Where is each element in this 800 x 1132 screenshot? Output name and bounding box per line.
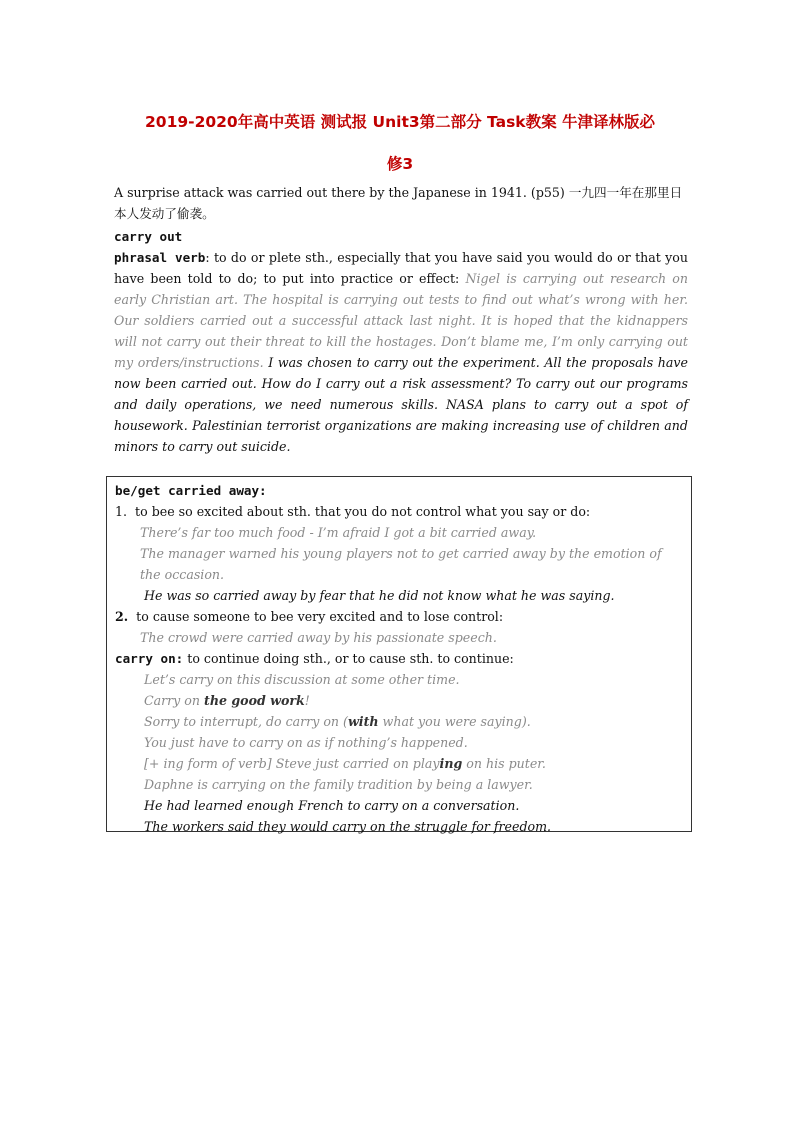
- carry-on-example-5-bold: ing: [439, 756, 463, 771]
- carry-on-example-7: He had learned enough French to carry on a conversation.: [144, 798, 520, 813]
- carry-on-example-6: Daphne is carrying on the family tradition by being a lawyer.: [144, 777, 533, 792]
- carry-on-example-2-pre: Carry on: [144, 693, 204, 708]
- sense2-example-1: The crowd were carried away by his passionate speech.: [140, 630, 497, 645]
- sense2-definition: to cause someone to bee very excited and to lose control:: [136, 609, 504, 624]
- intro-sentence: A surprise attack was carried out there by the Japanese in 1941. (p55) 一九四一年在那里日本人发动了偷袭。: [114, 185, 683, 221]
- carry-on-example-2: [115, 690, 685, 711]
- sense1-example-2: The manager warned his young players not to get carried away by the emotion of the occasion.: [140, 546, 662, 582]
- carry-on-example-2-post: !: [304, 693, 310, 708]
- carry-on-example-3-pre: Sorry to interrupt, do carry on (: [144, 714, 348, 729]
- carry-out-definition: : to do or plete sth., especially that you have said you would do or that you have been told to do; to put into practice or effect:: [114, 250, 688, 286]
- phrase-box: [106, 476, 692, 832]
- carry-on-example-5: [115, 753, 685, 774]
- carry-on-example-8: The workers said they would carry on the struggle for freedom.: [144, 819, 552, 834]
- sense2-number: 2.: [115, 609, 129, 624]
- document-title-line2: 修3: [386, 155, 414, 173]
- sense1-example-3: He was so carried away by fear that he did not know what he was saying.: [144, 588, 615, 603]
- carry-out-entry: [114, 250, 688, 454]
- carry-on-heading: carry on:: [115, 651, 184, 666]
- carry-on-example-3-bold: with: [347, 714, 379, 729]
- carry-on-example-2-bold: the good work: [204, 693, 305, 708]
- carry-out-heading: carry out: [114, 229, 183, 244]
- sense1-definition-line: [115, 501, 685, 522]
- carry-on-example-1: Let’s carry on this discussion at some other time.: [144, 672, 460, 687]
- sense1-definition: to bee so excited about sth. that you do not control what you say or do:: [135, 504, 591, 519]
- carry-out-pos: phrasal verb: [114, 250, 206, 265]
- carry-on-example-5-bracket: [+ ing form of verb]: [144, 756, 272, 771]
- carried-away-heading: be/get carried away:: [115, 483, 267, 498]
- carry-on-example-3-post: what you were saying).: [378, 714, 531, 729]
- carry-out-section: [114, 226, 688, 457]
- sense1-example-1: There’s far too much food - I’m afraid I got a bit carried away.: [140, 525, 537, 540]
- sense2-definition-line: [115, 606, 685, 627]
- carry-on-example-5-post: on his puter.: [462, 756, 546, 771]
- document-title-line1: 2019-2020年高中英语 测试报 Unit3第二部分 Task教案 牛津译林版必: [145, 113, 655, 131]
- carry-on-definition: to continue doing sth., or to cause sth. to continue:: [183, 651, 514, 666]
- carry-out-gray-examples: Nigel is carrying out research on early Christian art. The hospital is carrying out tests to find out what’s wrong with her. Our soldiers carried out a successful attack last night. It is hoped that the kidnappers will not carry out their threat to kill the hostages. Don’t blame me, I’m only carrying out my orders/instructions.: [114, 271, 688, 370]
- carry-on-example-3: [115, 711, 685, 732]
- sense1-number: 1.: [115, 504, 128, 519]
- carry-out-dark-examples: I was chosen to carry out the experiment. All the proposals have now been carried out. How do I carry out a risk assessment? To carry out our programs and daily operations, we need numerous skills. NASA plans to carry out a spot of housework. Palestinian terrorist organizations are making increasing use of children and minors to carry out suicide.: [114, 355, 688, 454]
- carry-on-example-4: You just have to carry on as if nothing’s happened.: [144, 735, 468, 750]
- carry-on-definition-line: [115, 648, 685, 669]
- carry-on-example-5-pre: Steve just carried on play: [271, 756, 440, 771]
